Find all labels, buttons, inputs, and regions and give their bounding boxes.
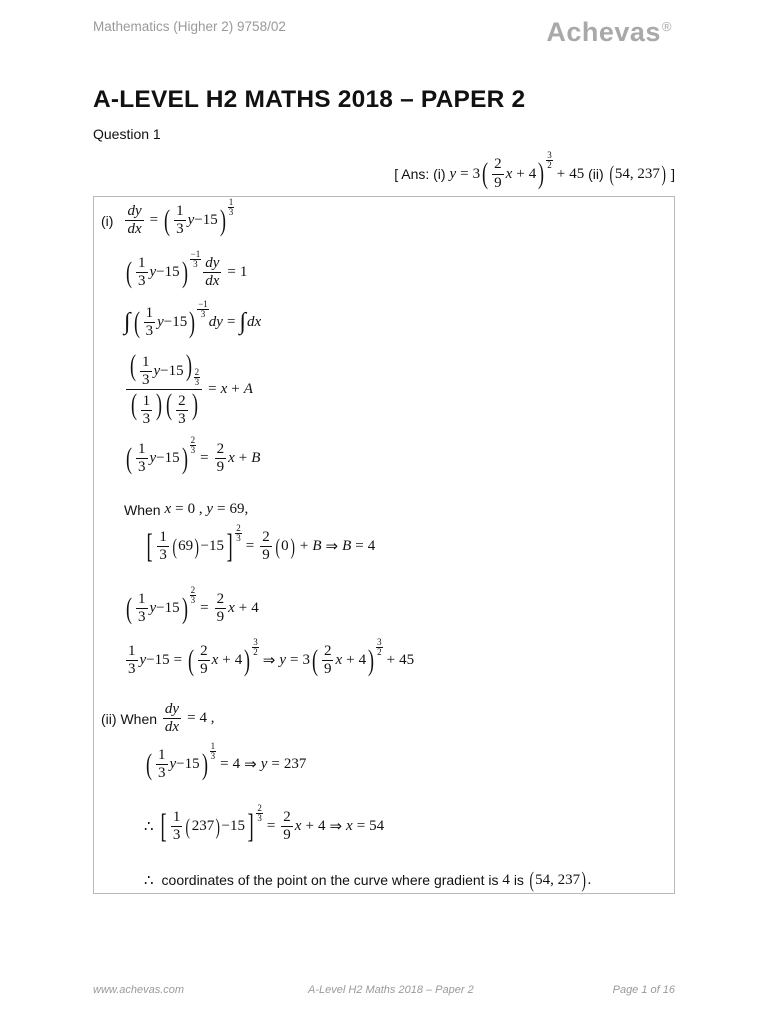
step-9: ( $\frac{1}{3}$ y −15 ) $\frac{1}{3}$ = 4 ⇒ y = 237 [146,741,307,782]
footer-site: www.achevas.com [93,984,185,996]
step-1: (i) $\frac{dy}{dx}$ = ( $\frac{1}{3}$ y −15 ) 1 3 [101,197,234,238]
solution-box [93,196,675,894]
step-6: [ $\frac{1}{3}$ ( 69 ) −15 ] $\frac{2}{3}$ = $\frac{2}{9}$ ( 0 ) + B ⇒ B = 4 [146,523,376,565]
page-title: A-LEVEL H2 MATHS 2018 – PAPER 2 [93,86,526,113]
step-3: ∫ ( $\frac{1}{3}$ y −15 ) −1 3 dy = ∫ dx [124,299,262,340]
step-7: ( $\frac{1}{3}$ y −15 ) $\frac{2}{3}$ = $\frac{2}{9}$ x + 4 [126,585,259,626]
footer-page: Page 1 of 16 [612,984,675,996]
step-5: ( $\frac{1}{3}$ y −15 ) $\frac{2}{3}$ = $\frac{2}{9}$ x + B [126,435,261,476]
step-2: ( $\frac{1}{3}$ y −15 ) −1 3 $\frac{dy}{dx}$ = 1 [126,249,248,290]
step-10: ∴ [ $\frac{1}{3}$ ( 237 ) −15 ] $\frac{2}{3}$ = $\frac{2}{9}$ x + 4 ⇒ x = 54 [144,803,385,845]
header-subject: Mathematics (Higher 2) 9758/02 [93,19,286,34]
step-when: When x = 0 , y = 69, [124,501,249,518]
achevas-logo: Achevas® [546,17,672,47]
question-label: Question 1 [93,126,161,142]
answer-line: [ Ans: (i) y = 3 ( $\frac{2}{9}$ x + 4 ) 3 2 + 45 (ii) ( 54, 237 ) ] [394,150,675,191]
conclusion: ∴ coordinates of the point on the curve where gradient is 4 is ( 54, 237 ) . [144,867,592,892]
footer-title: A-Level H2 Maths 2018 – Paper 2 [308,984,474,996]
step-4: ( $\frac{1}{3}$ y−15) $\frac{2}{3}$ ( $\frac{1}{3}$ ) ( $\frac{2}{3}$ ) = x + A [124,351,253,429]
step-8: $\frac{1}{3}$ y −15 = ( $\frac{2}{9}$ x + 4 ) 3 2 ⇒ y = 3 ( $\frac{2}{9}$ x + 4 ) 3 2 + 45 [128,637,415,678]
step-part-ii: (ii) When $\frac{dy}{dx}$ = 4 , [101,701,215,736]
